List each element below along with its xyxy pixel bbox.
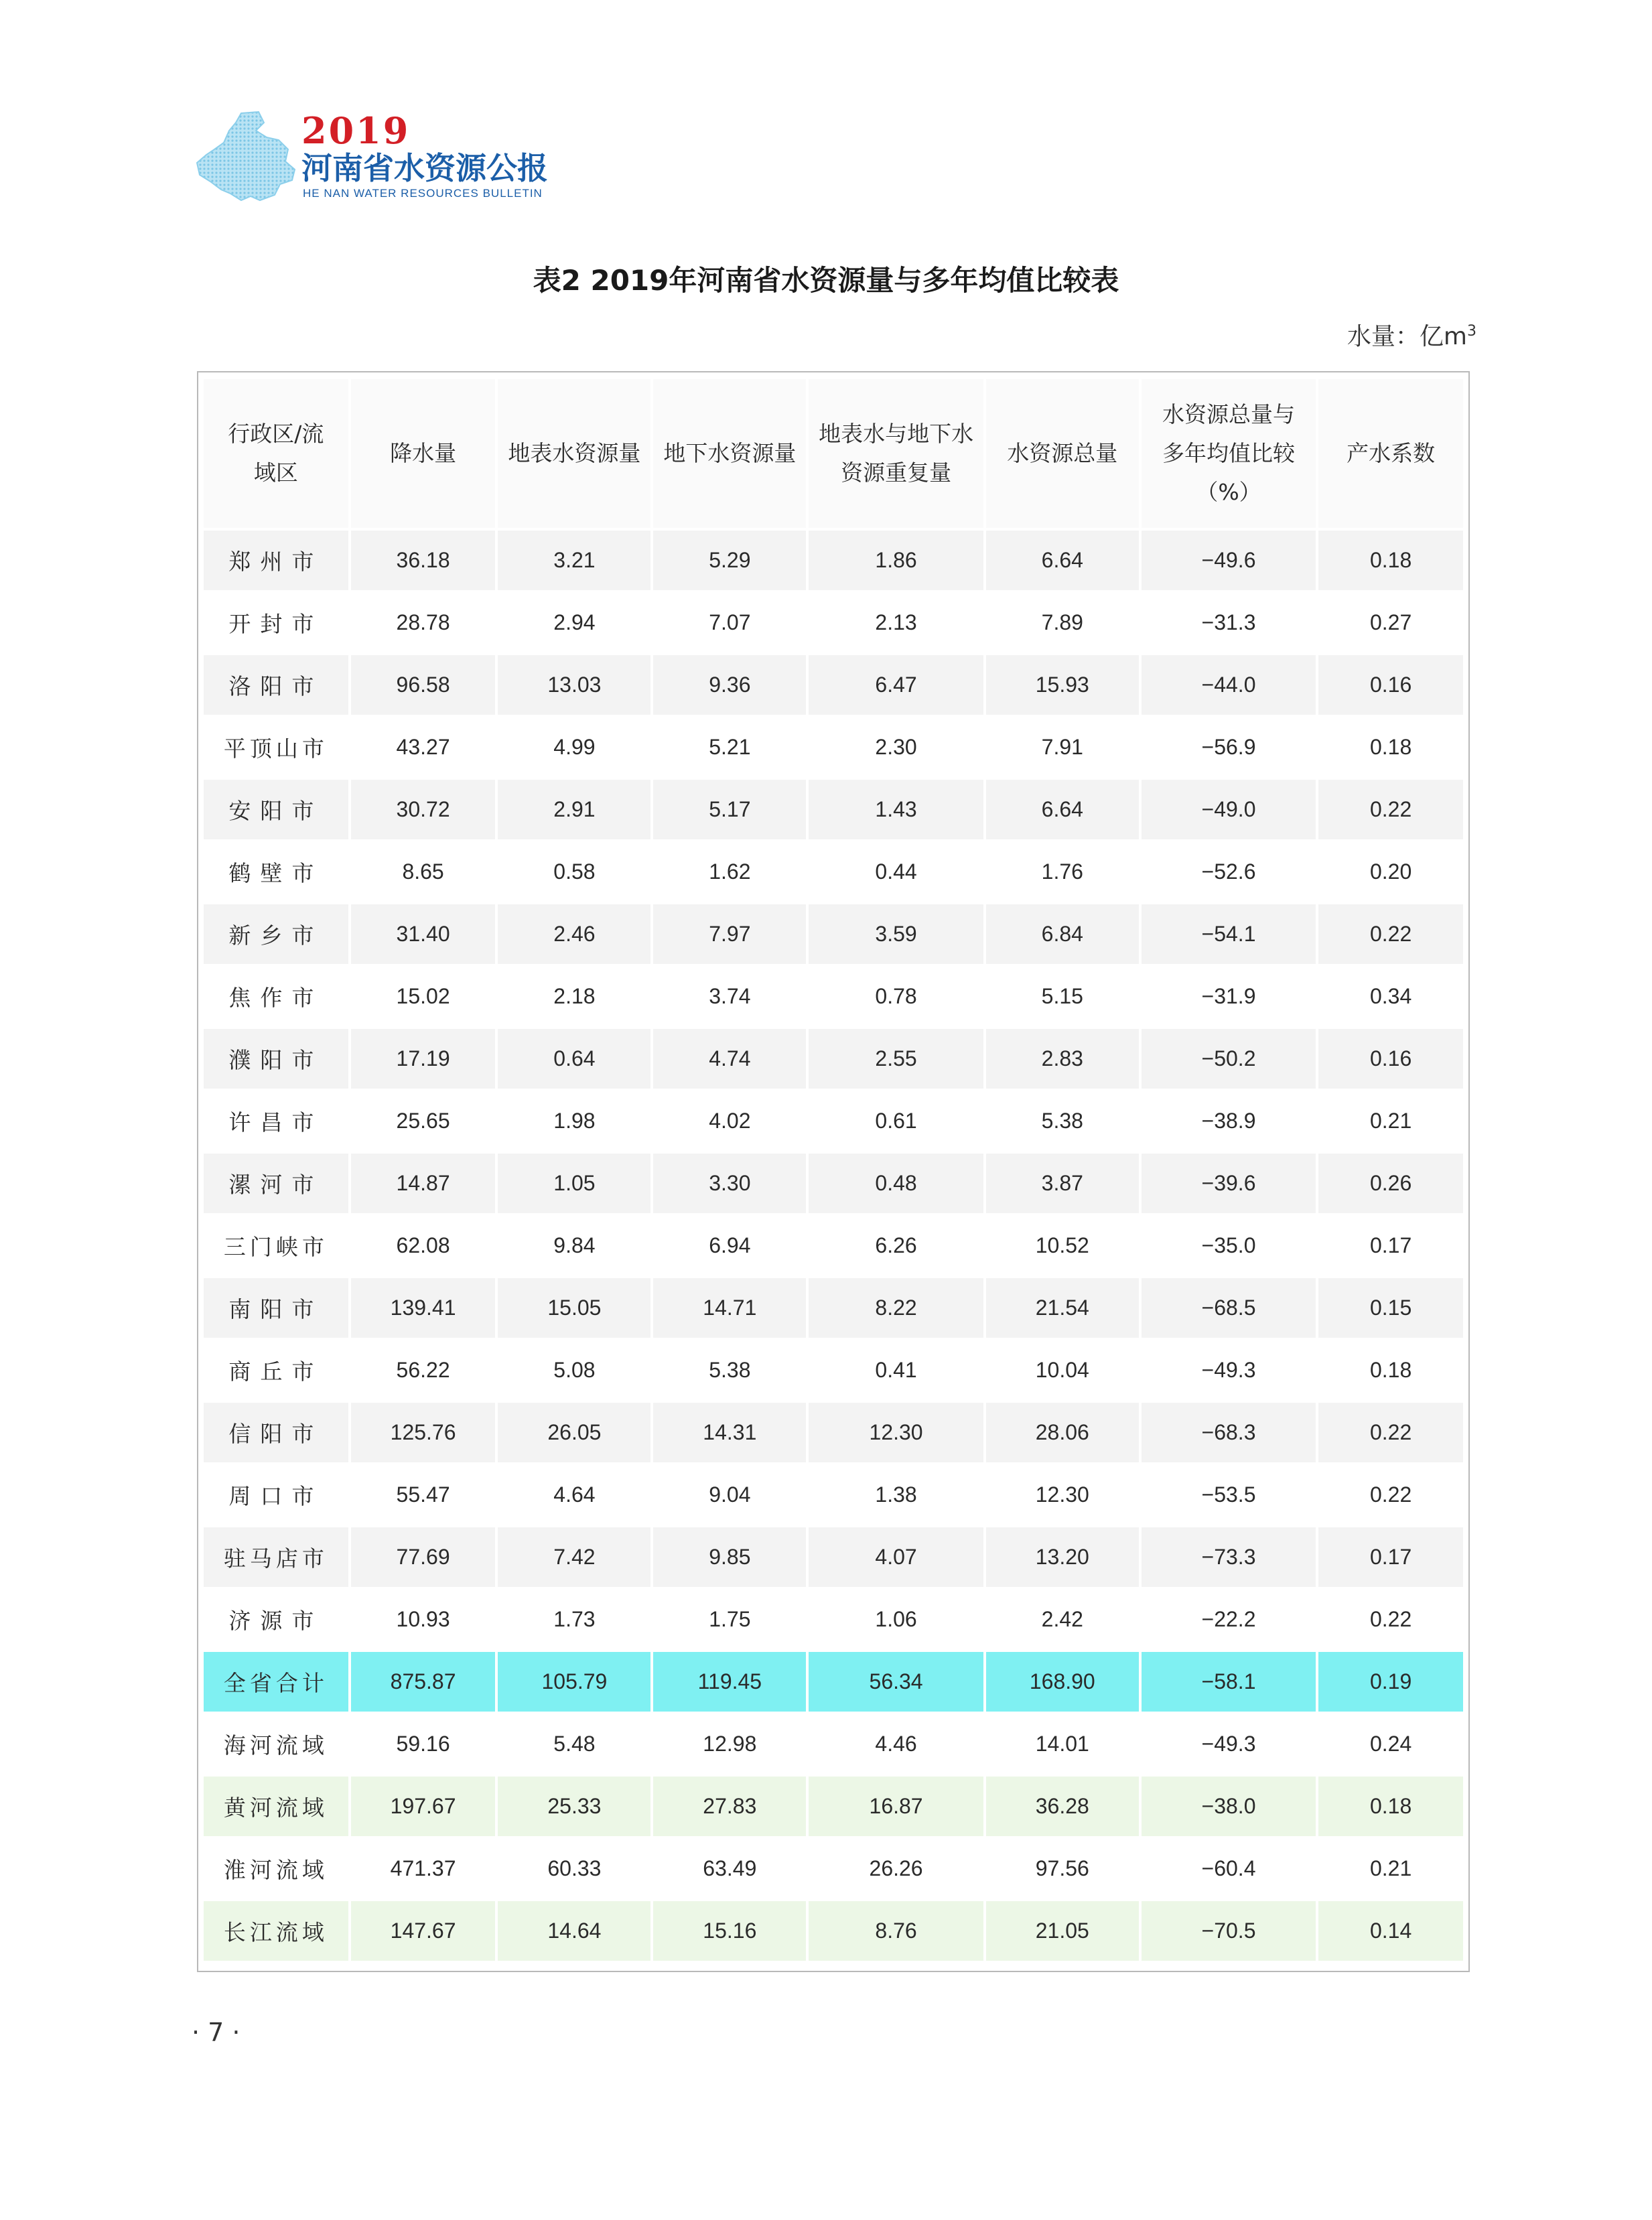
value-cell: 0.18 [1318,1777,1463,1836]
value-cell: 2.46 [498,904,650,964]
value-cell: 119.45 [653,1652,806,1712]
table-row [204,1714,1463,1774]
region-name-cell: 平顶山市 [204,717,348,777]
value-cell: 62.08 [351,1216,496,1275]
column-header [1142,379,1316,528]
value-cell: 2.83 [986,1029,1139,1089]
value-cell: 0.64 [498,1029,650,1089]
value-cell: 26.26 [809,1839,983,1898]
value-cell: 77.69 [351,1527,496,1587]
table-row [204,1527,1463,1587]
value-cell: 1.06 [809,1590,983,1649]
value-cell: 0.18 [1318,1340,1463,1400]
value-cell: 0.20 [1318,842,1463,902]
value-cell: 0.16 [1318,655,1463,715]
value-cell: −49.6 [1142,531,1316,590]
region-name-cell: 漯河市 [204,1154,348,1213]
value-cell: 7.91 [986,717,1139,777]
table-row [204,904,1463,964]
value-cell: −44.0 [1142,655,1316,715]
value-cell: −38.0 [1142,1777,1316,1836]
column-header-line: 域区 [253,460,298,486]
value-cell: 0.61 [809,1091,983,1151]
value-cell: 1.75 [653,1590,806,1649]
table-row [204,967,1463,1026]
value-cell: 56.22 [351,1340,496,1400]
value-cell: 16.87 [809,1777,983,1836]
value-cell: 8.22 [809,1278,983,1338]
value-cell: −73.3 [1142,1527,1316,1587]
value-cell: 2.30 [809,717,983,777]
value-cell: 0.41 [809,1340,983,1400]
value-cell: −31.3 [1142,593,1316,652]
region-name-cell: 洛阳市 [204,655,348,715]
value-cell: 2.55 [809,1029,983,1089]
value-cell: −68.3 [1142,1403,1316,1462]
table-row [204,780,1463,839]
region-name-cell: 鹤壁市 [204,842,348,902]
value-cell: 0.34 [1318,967,1463,1026]
region-name-cell: 许昌市 [204,1091,348,1151]
region-name-cell: 全省合计 [204,1652,348,1712]
value-cell: 15.93 [986,655,1139,715]
region-name-cell: 新乡市 [204,904,348,964]
column-header-line: 地表水资源量 [508,440,641,466]
value-cell: 3.21 [498,531,650,590]
value-cell: −56.9 [1142,717,1316,777]
value-cell: −50.2 [1142,1029,1316,1089]
table-row [204,1216,1463,1275]
table-row [204,1901,1463,1961]
value-cell: 0.18 [1318,717,1463,777]
value-cell: 15.02 [351,967,496,1026]
value-cell: 15.05 [498,1278,650,1338]
value-cell: −68.5 [1142,1278,1316,1338]
table-header-row [204,379,1463,528]
value-cell: 60.33 [498,1839,650,1898]
value-cell: 10.04 [986,1340,1139,1400]
value-cell: 1.38 [809,1465,983,1525]
water-resources-table-frame [197,371,1470,1972]
value-cell: 8.65 [351,842,496,902]
value-cell: 36.18 [351,531,496,590]
table-row [204,1091,1463,1151]
value-cell: 7.89 [986,593,1139,652]
value-cell: 63.49 [653,1839,806,1898]
region-name-cell: 济源市 [204,1590,348,1649]
column-header-line: 降水量 [390,440,457,466]
value-cell: 7.97 [653,904,806,964]
unit-superscript: 3 [1467,323,1476,340]
bulletin-logo [194,111,569,204]
value-cell: 6.47 [809,655,983,715]
value-cell: 147.67 [351,1901,496,1961]
value-cell: −52.6 [1142,842,1316,902]
column-header-line: 产水系数 [1347,440,1436,466]
value-cell: 197.67 [351,1777,496,1836]
column-header-line: 地下水资源量 [663,440,797,466]
value-cell: −54.1 [1142,904,1316,964]
value-cell: 25.65 [351,1091,496,1151]
region-name-cell: 安阳市 [204,780,348,839]
region-name-cell: 三门峡市 [204,1216,348,1275]
column-header-line: 水资源总量与 [1162,401,1295,427]
region-name-cell: 郑州市 [204,531,348,590]
value-cell: 5.08 [498,1340,650,1400]
column-header [986,379,1139,528]
value-cell: 3.87 [986,1154,1139,1213]
column-header [498,379,650,528]
value-cell: 5.38 [653,1340,806,1400]
table-row [204,1465,1463,1525]
value-cell: 0.17 [1318,1216,1463,1275]
value-cell: 1.43 [809,780,983,839]
value-cell: 14.01 [986,1714,1139,1774]
value-cell: −31.9 [1142,967,1316,1026]
value-cell: 0.24 [1318,1714,1463,1774]
value-cell: 0.14 [1318,1901,1463,1961]
value-cell: 168.90 [986,1652,1139,1712]
value-cell: 6.94 [653,1216,806,1275]
value-cell: 1.76 [986,842,1139,902]
value-cell: 2.18 [498,967,650,1026]
value-cell: 2.91 [498,780,650,839]
value-cell: 125.76 [351,1403,496,1462]
value-cell: 97.56 [986,1839,1139,1898]
table-row [204,1590,1463,1649]
column-header [1318,379,1463,528]
value-cell: 4.46 [809,1714,983,1774]
value-cell: 43.27 [351,717,496,777]
value-cell: 0.78 [809,967,983,1026]
value-cell: 14.64 [498,1901,650,1961]
value-cell: 28.06 [986,1403,1139,1462]
value-cell: 4.07 [809,1527,983,1587]
value-cell: 105.79 [498,1652,650,1712]
value-cell: 9.04 [653,1465,806,1525]
column-header-line: 行政区/流 [228,421,324,447]
value-cell: −53.5 [1142,1465,1316,1525]
value-cell: 4.02 [653,1091,806,1151]
value-cell: 13.20 [986,1527,1139,1587]
region-name-cell: 淮河流域 [204,1839,348,1898]
value-cell: 6.64 [986,780,1139,839]
value-cell: 0.22 [1318,780,1463,839]
value-cell: 9.84 [498,1216,650,1275]
value-cell: −35.0 [1142,1216,1316,1275]
value-cell: 14.87 [351,1154,496,1213]
value-cell: 21.05 [986,1901,1139,1961]
value-cell: 0.15 [1318,1278,1463,1338]
value-cell: 21.54 [986,1278,1139,1338]
column-header-line: 水资源总量 [1007,440,1118,466]
value-cell: 13.03 [498,655,650,715]
value-cell: −49.3 [1142,1340,1316,1400]
region-name-cell: 黄河流域 [204,1777,348,1836]
table-row [204,842,1463,902]
region-name-cell: 焦作市 [204,967,348,1026]
value-cell: 0.22 [1318,1403,1463,1462]
column-header-line: （%） [1196,479,1261,505]
value-cell: −49.0 [1142,780,1316,839]
table-row [204,1403,1463,1462]
value-cell: 0.22 [1318,1465,1463,1525]
value-cell: 9.36 [653,655,806,715]
column-header [204,379,348,528]
region-name-cell: 开封市 [204,593,348,652]
value-cell: 27.83 [653,1777,806,1836]
value-cell: 14.71 [653,1278,806,1338]
value-cell: 10.52 [986,1216,1139,1275]
value-cell: 6.84 [986,904,1139,964]
table-row [204,655,1463,715]
value-cell: 56.34 [809,1652,983,1712]
value-cell: 5.15 [986,967,1139,1026]
value-cell: 5.38 [986,1091,1139,1151]
value-cell: −58.1 [1142,1652,1316,1712]
region-name-cell: 周口市 [204,1465,348,1525]
table-row [204,531,1463,590]
value-cell: 0.16 [1318,1029,1463,1089]
value-cell: 5.29 [653,531,806,590]
unit-text: 水量：亿m [1347,323,1467,350]
table-row [204,1777,1463,1836]
value-cell: 1.86 [809,531,983,590]
value-cell: 0.48 [809,1154,983,1213]
value-cell: 12.30 [986,1465,1139,1525]
table-row [204,1839,1463,1898]
value-cell: 8.76 [809,1901,983,1961]
table-row [204,1278,1463,1338]
value-cell: 875.87 [351,1652,496,1712]
value-cell: 6.64 [986,531,1139,590]
value-cell: 471.37 [351,1839,496,1898]
logo-english-title: HE NAN WATER RESOURCES BULLETIN [303,187,543,200]
value-cell: 0.58 [498,842,650,902]
value-cell: 5.48 [498,1714,650,1774]
region-name-cell: 商丘市 [204,1340,348,1400]
value-cell: 0.27 [1318,593,1463,652]
column-header [809,379,983,528]
value-cell: −38.9 [1142,1091,1316,1151]
page-number: · 7 · [192,2018,240,2047]
value-cell: 4.99 [498,717,650,777]
value-cell: −49.3 [1142,1714,1316,1774]
value-cell: 1.73 [498,1590,650,1649]
value-cell: −22.2 [1142,1590,1316,1649]
value-cell: 7.07 [653,593,806,652]
value-cell: 17.19 [351,1029,496,1089]
value-cell: 2.42 [986,1590,1139,1649]
value-cell: 1.05 [498,1154,650,1213]
value-cell: 9.85 [653,1527,806,1587]
value-cell: 1.98 [498,1091,650,1151]
value-cell: 5.17 [653,780,806,839]
value-cell: 0.44 [809,842,983,902]
value-cell: 0.17 [1318,1527,1463,1587]
region-name-cell: 长江流域 [204,1901,348,1961]
value-cell: 2.13 [809,593,983,652]
value-cell: 14.31 [653,1403,806,1462]
table-body [204,531,1463,1961]
value-cell: 3.59 [809,904,983,964]
value-cell: 15.16 [653,1901,806,1961]
table-row [204,1652,1463,1712]
value-cell: 3.74 [653,967,806,1026]
logo-title: 河南省水资源公报 [301,150,548,186]
value-cell: 12.98 [653,1714,806,1774]
value-cell: 26.05 [498,1403,650,1462]
value-cell: −70.5 [1142,1901,1316,1961]
table-title: 表2 2019年河南省水资源量与多年均值比较表 [533,264,1119,297]
table-row [204,1029,1463,1089]
region-name-cell: 濮阳市 [204,1029,348,1089]
value-cell: 28.78 [351,593,496,652]
value-cell: 30.72 [351,780,496,839]
column-header [351,379,496,528]
value-cell: 0.19 [1318,1652,1463,1712]
value-cell: 0.21 [1318,1091,1463,1151]
value-cell: 4.64 [498,1465,650,1525]
henan-map-icon [194,111,308,204]
table-row [204,717,1463,777]
column-header [653,379,806,528]
value-cell: 0.21 [1318,1839,1463,1898]
value-cell: 0.18 [1318,531,1463,590]
table-row [204,593,1463,652]
value-cell: 36.28 [986,1777,1139,1836]
table-row [204,1154,1463,1213]
region-name-cell: 驻马店市 [204,1527,348,1587]
value-cell: 55.47 [351,1465,496,1525]
value-cell: −60.4 [1142,1839,1316,1898]
value-cell: 3.30 [653,1154,806,1213]
unit-label [1347,318,1476,352]
value-cell: 31.40 [351,904,496,964]
column-header-line: 资源重复量 [841,460,952,486]
value-cell: 10.93 [351,1590,496,1649]
value-cell: 6.26 [809,1216,983,1275]
region-name-cell: 海河流域 [204,1714,348,1774]
water-resources-table [201,376,1466,1963]
value-cell: 12.30 [809,1403,983,1462]
value-cell: 4.74 [653,1029,806,1089]
value-cell: 2.94 [498,593,650,652]
column-header-line: 多年均值比较 [1162,440,1295,466]
value-cell: −39.6 [1142,1154,1316,1213]
region-name-cell: 南阳市 [204,1278,348,1338]
region-name-cell: 信阳市 [204,1403,348,1462]
value-cell: 0.26 [1318,1154,1463,1213]
table-row [204,1340,1463,1400]
value-cell: 1.62 [653,842,806,902]
column-header-line: 地表水与地下水 [819,421,974,447]
value-cell: 59.16 [351,1714,496,1774]
value-cell: 139.41 [351,1278,496,1338]
value-cell: 7.42 [498,1527,650,1587]
value-cell: 0.22 [1318,904,1463,964]
value-cell: 25.33 [498,1777,650,1836]
value-cell: 96.58 [351,655,496,715]
logo-year: 2019 [301,109,411,152]
value-cell: 0.22 [1318,1590,1463,1649]
value-cell: 5.21 [653,717,806,777]
